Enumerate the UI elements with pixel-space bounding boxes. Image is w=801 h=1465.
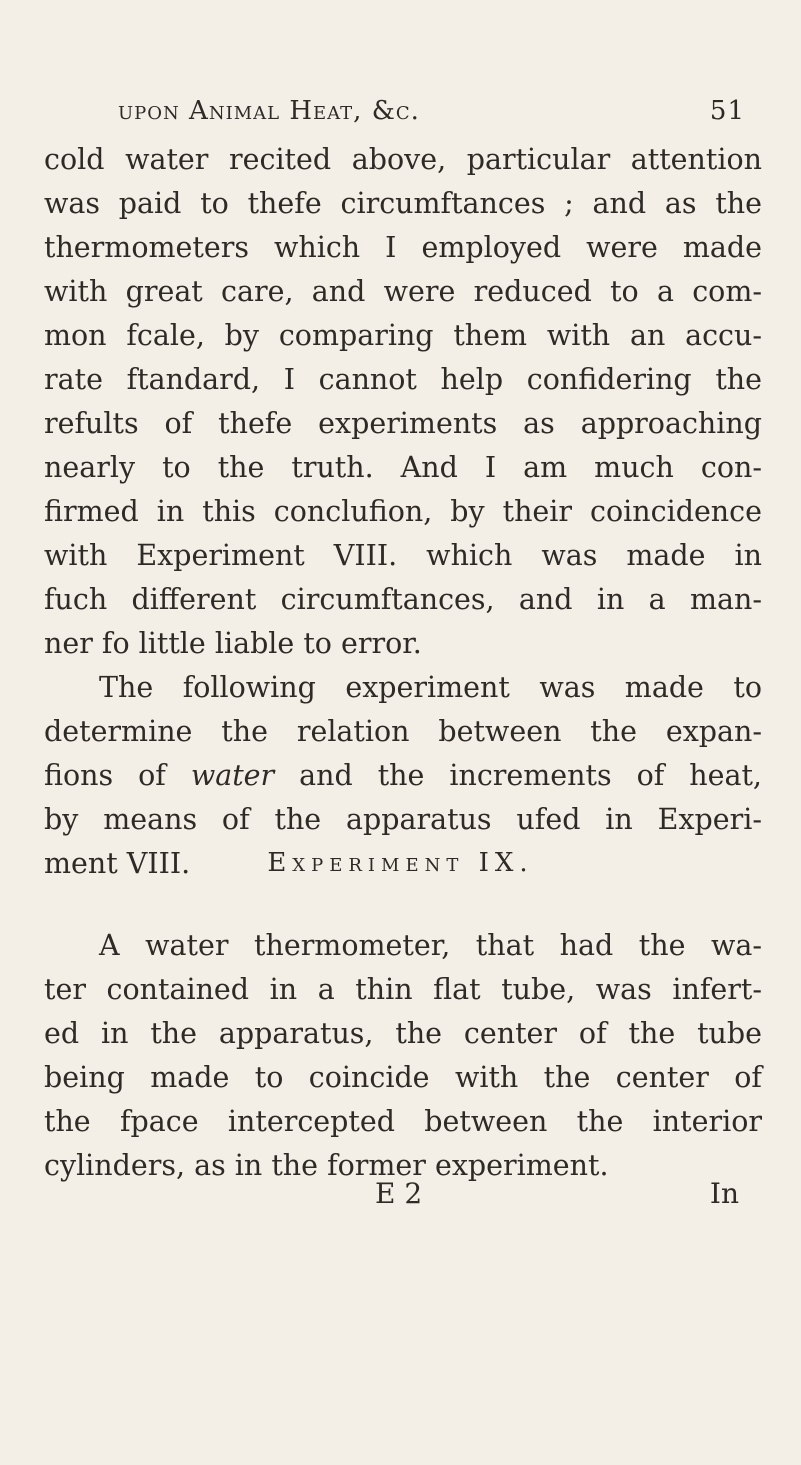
text-line: was paid to thefe circumftances ; and as the	[44, 187, 762, 220]
text-line: ment VIII.	[44, 847, 191, 880]
text-line: the fpace intercepted between the interior	[44, 1105, 762, 1138]
text-line: firmed in this conclufion, by their coincidence	[44, 495, 762, 528]
paragraph-3	[44, 924, 762, 1188]
text-line: fions of water and the increments of heat,	[44, 759, 762, 792]
section-heading-text: Experiment IX.	[267, 848, 534, 878]
text-line: ed in the apparatus, the center of the tube	[44, 1017, 762, 1050]
text-line: cold water recited above, particular attention	[44, 143, 762, 176]
text-line: cylinders, as in the former experiment.	[44, 1149, 609, 1182]
running-header	[118, 96, 745, 136]
page-number: 51	[709, 96, 745, 126]
text-line: determine the relation between the expan-	[44, 715, 762, 748]
paragraph-1	[44, 138, 762, 666]
signature-mark: E 2	[375, 1177, 423, 1210]
text-line: with great care, and were reduced to a com-	[44, 275, 762, 308]
running-title: upon Animal Heat, &c.	[118, 96, 420, 126]
text-line: thermometers which I employed were made	[44, 231, 762, 264]
text-line: being made to coincide with the center of	[44, 1061, 762, 1094]
text-line: The following experiment was made to	[99, 671, 762, 704]
main-text	[44, 138, 762, 886]
text-line: by means of the apparatus ufed in Experi-	[44, 803, 762, 836]
text-line: refults of thefe experiments as approaching	[44, 407, 762, 440]
section-heading	[0, 848, 801, 878]
text-line: ner fo little liable to error.	[44, 627, 422, 660]
text-line: nearly to the truth. And I am much con-	[44, 451, 762, 484]
text-line: mon fcale, by comparing them with an accu-	[44, 319, 762, 352]
text-line: ter contained in a thin flat tube, was infert-	[44, 973, 762, 1006]
text-line: fuch different circumftances, and in a man-	[44, 583, 762, 616]
text-line: rate ftandard, I cannot help confidering the	[44, 363, 762, 396]
page-footer	[0, 1177, 801, 1217]
catchword: In	[709, 1177, 739, 1210]
text-line: A water thermometer, that had the wa-	[99, 929, 762, 962]
text-line: with Experiment VIII. which was made in	[44, 539, 762, 572]
